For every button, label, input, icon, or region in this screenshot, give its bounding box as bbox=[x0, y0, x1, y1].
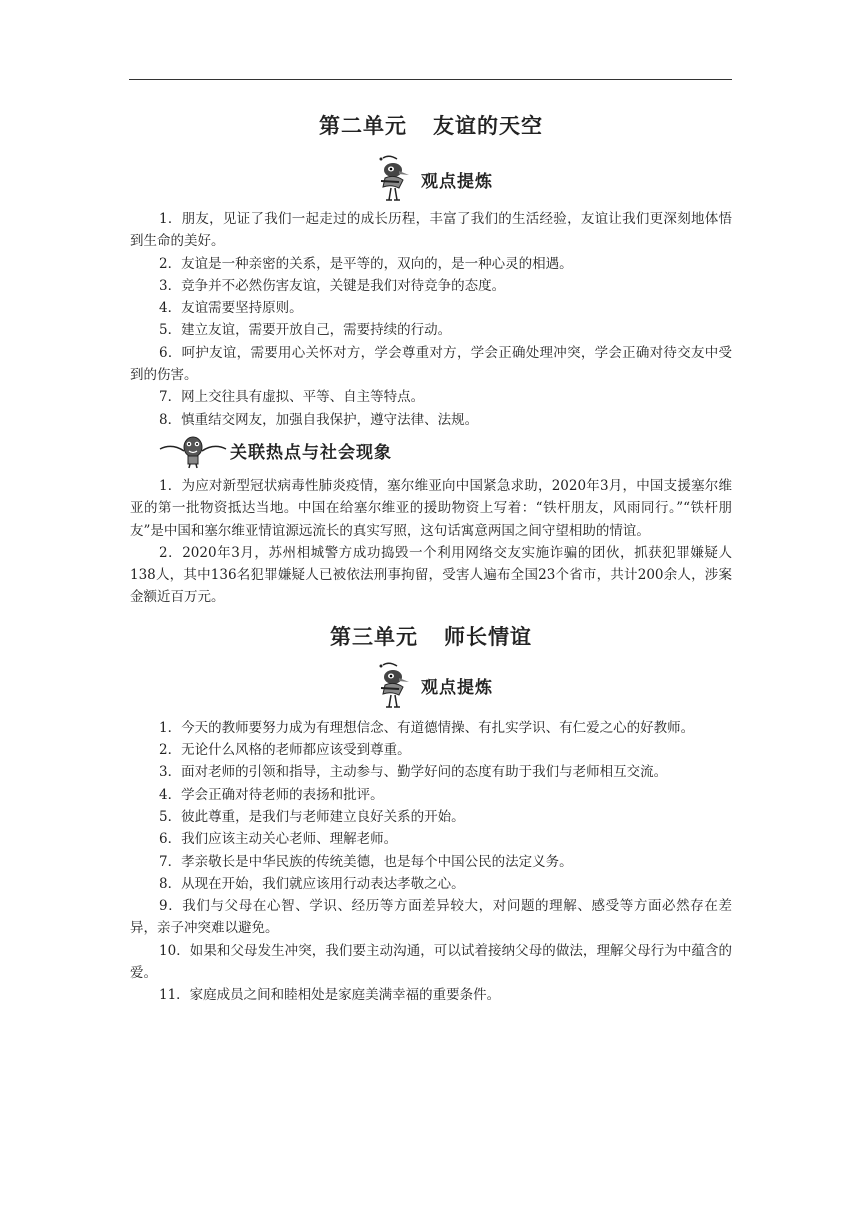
list-item: 3．面对老师的引领和指导，主动参与、勤学好问的态度有助于我们与老师相互交流。 bbox=[159, 764, 668, 781]
unit3-title-number: 第三单元 bbox=[330, 624, 418, 649]
unit3-title bbox=[130, 621, 732, 653]
list-item: 11．家庭成员之间和睦相处是家庭美满幸福的重要条件。 bbox=[159, 987, 501, 1004]
list-item: 10．如果和父母发生冲突，我们要主动沟通，可以试着接纳父母的做法，理解父母行为中蕴含的爱。 bbox=[130, 942, 732, 982]
list-item: 1．朋友，见证了我们一起走过的成长历程，丰富了我们的生活经验，友谊让我们更深刻地体悟到生命的美好。 bbox=[130, 211, 732, 250]
unit2-hotspots-heading bbox=[158, 433, 732, 469]
viewpoints-label: 观点提炼 bbox=[421, 678, 493, 699]
header-rule bbox=[129, 79, 732, 80]
document-page bbox=[130, 110, 732, 1007]
list-item: 7．网上交往具有虚拟、平等、自主等特点。 bbox=[159, 389, 425, 406]
list-item: 6．我们应该主动关心老师、理解老师。 bbox=[159, 831, 398, 848]
list-item: 8．从现在开始，我们就应该用行动表达孝敬之心。 bbox=[159, 875, 465, 892]
unit2-title bbox=[130, 110, 732, 142]
mascot-figure-icon bbox=[158, 433, 228, 469]
list-item: 2．2020年3月，苏州相城警方成功捣毁一个利用网络交友实施诈骗的团伙，抓获犯罪嫌疑人138人，其中136名犯罪嫌疑人已被依法刑事拘留，受害人遍布全国23个省市，共计200余人，涉案金额近百万元。 bbox=[130, 544, 732, 606]
bird-mascot-icon bbox=[369, 661, 419, 711]
list-item: 3．竞争并不必然伤害友谊，关键是我们对待竞争的态度。 bbox=[159, 277, 506, 294]
unit3-title-name: 师长情谊 bbox=[444, 624, 532, 649]
list-item: 5．建立友谊，需要开放自己，需要持续的行动。 bbox=[159, 322, 452, 339]
list-item: 8．慎重结交网友，加强自我保护，遵守法律、法规。 bbox=[159, 411, 479, 428]
viewpoints-label: 观点提炼 bbox=[421, 171, 493, 192]
list-item: 5．彼此尊重，是我们与老师建立良好关系的开始。 bbox=[159, 808, 465, 825]
list-item: 7．孝亲敬长是中华民族的传统美德，也是每个中国公民的法定义务。 bbox=[159, 853, 573, 870]
list-item: 1．今天的教师要努力成为有理想信念、有道德情操、有扎实学识、有仁爱之心的好教师。 bbox=[159, 719, 695, 736]
unit2-title-number: 第二单元 bbox=[319, 114, 407, 138]
list-item: 4．友谊需要坚持原则。 bbox=[159, 300, 303, 317]
list-item: 6．呵护友谊，需要用心关怀对方，学会尊重对方，学会正确处理冲突，学会正确对待交友中受到的伤害。 bbox=[130, 344, 732, 384]
unit3-viewpoints-heading bbox=[130, 661, 732, 711]
list-item: 2．友谊是一种亲密的关系，是平等的，双向的，是一种心灵的相遇。 bbox=[159, 255, 573, 272]
unit2-hotspots-list bbox=[130, 475, 732, 609]
unit3-viewpoints-list bbox=[130, 717, 732, 1007]
hotspots-label: 关联热点与社会现象 bbox=[230, 443, 392, 464]
list-item: 1．为应对新型冠状病毒性肺炎疫情，塞尔维亚向中国紧急求助，2020年3月，中国支援塞尔维亚的第一批物资抵达当地。中国在给塞尔维亚的援助物资上写着：“铁杆朋友，风雨同行。”“铁杆朋友”是中国和塞尔维亚情谊源远流长的真实写照，这句话寓意两国之间守望相助的情谊。 bbox=[130, 477, 732, 539]
list-item: 4．学会正确对待老师的表扬和批评。 bbox=[159, 786, 384, 803]
unit2-viewpoints-heading bbox=[130, 154, 732, 204]
unit2-viewpoints-list bbox=[130, 208, 732, 431]
list-item: 2．无论什么风格的老师都应该受到尊重。 bbox=[159, 742, 411, 759]
list-item: 9．我们与父母在心智、学识、经历等方面差异较大，对问题的理解、感受等方面必然存在差异，亲子冲突难以避免。 bbox=[130, 898, 732, 937]
unit2-title-name: 友谊的天空 bbox=[433, 114, 543, 138]
bird-mascot-icon bbox=[369, 154, 419, 204]
